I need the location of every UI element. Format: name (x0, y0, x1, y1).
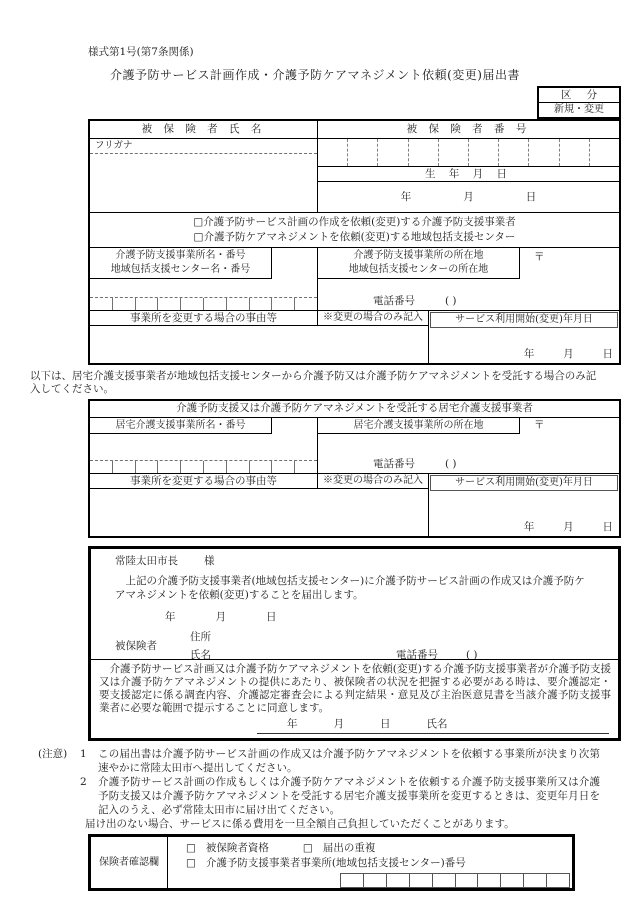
digit-cell[interactable] (90, 298, 112, 310)
declaration-text: 上記の介護予防支援事業者(地域包括支援センター)に介護予防サービス計画の作成又は介護予防ケアマネジメントを依頼(変更)することを届出します。 (115, 575, 585, 601)
digit-cell[interactable] (498, 139, 528, 166)
digit-cell[interactable] (112, 461, 135, 473)
tel-paren: ( ) (466, 648, 478, 661)
month-label: 月 (215, 611, 226, 624)
day-label: 日 (266, 611, 277, 624)
reason-input-area[interactable] (90, 489, 428, 536)
change-only-note: ※変更の場合のみ記入 (323, 312, 423, 324)
consignee-addr-label: 居宅介護支援事業所の所在地 (318, 418, 520, 434)
checkbox-icon[interactable]: □ (193, 216, 204, 229)
checkbox-icon[interactable]: □ (302, 842, 313, 855)
service-start-date-field[interactable] (429, 347, 619, 363)
digit-cell[interactable] (226, 461, 249, 473)
digit-cell[interactable] (528, 139, 558, 166)
digit-cell[interactable] (203, 461, 226, 473)
declaration-date-field[interactable] (165, 611, 608, 624)
digit-cell[interactable] (112, 298, 135, 310)
digit-cell[interactable] (180, 461, 203, 473)
digit-cell[interactable] (135, 461, 158, 473)
digit-cell[interactable] (318, 139, 347, 166)
digit-cell[interactable] (559, 139, 589, 166)
consent-text: 介護予防サービス計画又は介護予防ケアマネジメントを依頼(変更)する介護予防支援事業者が介護予防支援又は介護予防ケアマネジメントの提供にあたり、被保険者の状況を把握する必要がある時は、要介護認定・要支援認定に係る調査内容、介護認定審査会による判定結果・意見及び主治医意見書を当該介護予防支援事業者に必要な範囲で提示することに同意します。 (99, 663, 611, 715)
digit-cell[interactable] (386, 874, 409, 887)
month-label: 月 (563, 348, 574, 361)
office-tel-row[interactable] (318, 294, 619, 310)
office-name-label: 介護予防支援事業所名・番号 地域包括支援センター名・番号 (90, 248, 272, 279)
tel-label: 電話番号 (373, 458, 415, 471)
digit-cell[interactable] (408, 139, 438, 166)
office-addr-label: 介護予防支援事業所の所在地 地域包括支援センターの所在地 (318, 248, 520, 279)
digit-cell[interactable] (271, 461, 294, 473)
insurer-number-cells[interactable] (340, 873, 570, 888)
request-type-options (90, 212, 619, 247)
check-label: 介護予防支援事業者事業所(地域包括支援センター)番号 (205, 857, 466, 870)
checkbox-icon[interactable]: □ (186, 842, 196, 855)
furigana-label: フリガナ (90, 139, 317, 154)
option-label: 介護予防ケアマネジメントを依頼(変更)する地域包括支援センター (203, 231, 516, 244)
category-header: 区 分 (539, 88, 619, 103)
year-label: 年 (287, 718, 298, 731)
page-title: 介護予防サービス計画作成・介護予防ケアマネジメント依頼(変更)届出書 (109, 68, 520, 83)
digit-cell[interactable] (363, 874, 386, 887)
digit-cell[interactable] (294, 298, 317, 310)
digit-cell[interactable] (135, 298, 158, 310)
check-office-number[interactable] (186, 856, 466, 871)
day-label: 日 (525, 190, 537, 203)
option-label: 介護予防サービス計画の作成を依頼(変更)する介護予防支援事業者 (203, 216, 516, 229)
reason-header: 事業所を変更する場合の事由等 (90, 311, 318, 325)
change-only-note: ※変更の場合のみ記入 (323, 475, 423, 487)
note-supplement: 届け出のない場合、サービスに係る費用を一旦全額自己負担していただくことがあります。 (85, 818, 515, 831)
service-start-label: サービス利用開始(変更)年月日 (430, 475, 618, 491)
day-label: 日 (602, 348, 613, 361)
notes-label: (注意) (38, 748, 68, 761)
checkbox-icon[interactable]: □ (186, 857, 196, 870)
birthdate-field[interactable] (318, 182, 619, 212)
digit-cell[interactable] (226, 298, 249, 310)
digit-cell[interactable] (271, 298, 294, 310)
month-label: 月 (333, 718, 344, 731)
insured-name-header: 被 保 険 者 氏 名 (90, 121, 318, 138)
insured-name-area[interactable] (90, 139, 318, 212)
reason-input-area[interactable] (90, 326, 428, 363)
notes-section (38, 747, 600, 831)
consignee-table (88, 399, 621, 538)
tel-label: 電話番号 (373, 295, 415, 308)
tel-label: 電話番号 (396, 648, 438, 661)
insured-table (88, 119, 621, 365)
postal-mark: 〒 (534, 251, 545, 264)
month-label: 月 (463, 190, 474, 203)
check-label: 被保険者資格 (205, 842, 269, 855)
note-number: 1 (80, 748, 87, 761)
note-text: 介護予防サービス計画の作成もしくは介護予防ケアマネジメントを依頼する介護予防支援事業所又は介護予防支援又は介護予防ケアマネジメントを受託する居宅介護支援事業所を変更するときは、変更年月日を記入のうえ、必ず常陸太田市に届け出てください。 (98, 776, 600, 817)
sama-label: 様 (204, 555, 215, 568)
digit-cell[interactable] (523, 874, 546, 887)
year-label: 年 (400, 190, 412, 203)
consignee-header: 介護予防支援又は介護予防ケアマネジメントを受託する居宅介護支援事業者 (90, 401, 619, 418)
month-label: 月 (563, 521, 574, 534)
note-number: 2 (80, 776, 87, 789)
reason-header: 事業所を変更する場合の事由等 (90, 474, 318, 488)
day-label: 日 (380, 718, 391, 731)
digit-cell[interactable] (341, 874, 363, 887)
birthdate-header: 生 年 月 日 (318, 167, 619, 182)
digit-cell[interactable] (500, 874, 523, 887)
insured-number-header: 被 保 険 者 番 号 (406, 123, 531, 136)
year-label: 年 (523, 348, 535, 361)
note-text: この届出書は介護予防サービス計画の作成又は介護予防ケアマネジメントを依頼する事業所が決まり次第速やかに常陸太田市へ提出してください。 (98, 748, 600, 775)
office-name-input-area[interactable] (90, 279, 317, 297)
year-label: 年 (523, 521, 535, 534)
consignee-name-input-area[interactable] (90, 434, 317, 460)
insurer-table (88, 834, 575, 891)
year-label: 年 (165, 611, 176, 624)
addressee: 常陸太田市長 (115, 555, 178, 568)
digit-cell[interactable] (90, 461, 112, 473)
digit-cell[interactable] (432, 874, 455, 887)
office-number-cells[interactable] (90, 297, 317, 310)
postal-mark: 〒 (534, 419, 545, 432)
tel-paren: ( ) (445, 295, 457, 308)
option-service-plan[interactable] (90, 215, 619, 230)
tel-paren: ( ) (445, 458, 457, 471)
office-section (90, 247, 619, 310)
address-label: 住所 (190, 631, 211, 644)
digit-cell[interactable] (455, 874, 478, 887)
category-box-wrap (88, 86, 621, 119)
category-box (537, 86, 621, 119)
digit-cell[interactable] (180, 298, 203, 310)
check-label: 届出の重複 (322, 842, 376, 855)
checkbox-icon[interactable]: □ (193, 231, 204, 244)
digit-cell[interactable] (203, 298, 226, 310)
signature-name-label: 氏名 (426, 718, 448, 731)
declaration-table (88, 546, 621, 741)
consignee-name-label: 居宅介護支援事業所名・番号 (90, 418, 272, 434)
digit-cell[interactable] (377, 139, 407, 166)
day-label: 日 (602, 521, 613, 534)
digit-cell[interactable] (468, 139, 498, 166)
digit-cell[interactable] (409, 874, 432, 887)
digit-cell[interactable] (157, 298, 180, 310)
change-reason-section (90, 310, 619, 363)
consignee-tel-row[interactable] (318, 457, 619, 473)
service-start-label: サービス利用開始(変更)年月日 (430, 312, 618, 328)
form-number: 様式第1号(第7条関係) (88, 46, 194, 58)
digit-cell[interactable] (249, 298, 272, 310)
consignee-number-cells[interactable] (90, 460, 317, 473)
name-label: 氏名 (190, 648, 211, 661)
digit-cell[interactable] (347, 139, 377, 166)
service-start-date-field[interactable] (429, 520, 619, 536)
option-care-management[interactable] (90, 230, 619, 245)
signature-line[interactable] (257, 718, 609, 734)
digit-cell[interactable] (438, 139, 468, 166)
consignee-change-reason-section (90, 473, 619, 536)
digit-cell[interactable] (249, 461, 272, 473)
check-insured-qualification[interactable] (186, 841, 269, 856)
interlude-note: 以下は、居宅介護支援事業者が地域包括支援センターから介護予防又は介護予防ケアマネジメントを受託する場合のみ記入してください。 (30, 370, 597, 396)
insured-number-cells[interactable] (318, 139, 619, 167)
digit-cell[interactable] (546, 874, 569, 887)
digit-cell[interactable] (477, 874, 500, 887)
insured-name-input-area[interactable] (90, 154, 317, 212)
digit-cell[interactable] (294, 461, 317, 473)
digit-cell[interactable] (589, 139, 619, 166)
check-duplicate-notification[interactable] (303, 841, 375, 856)
digit-cell[interactable] (157, 461, 180, 473)
category-value[interactable]: 新規・変更 (554, 104, 604, 116)
insurer-check-label: 保険者確認欄 (91, 837, 168, 888)
insured-label: 被保険者 (115, 639, 157, 652)
